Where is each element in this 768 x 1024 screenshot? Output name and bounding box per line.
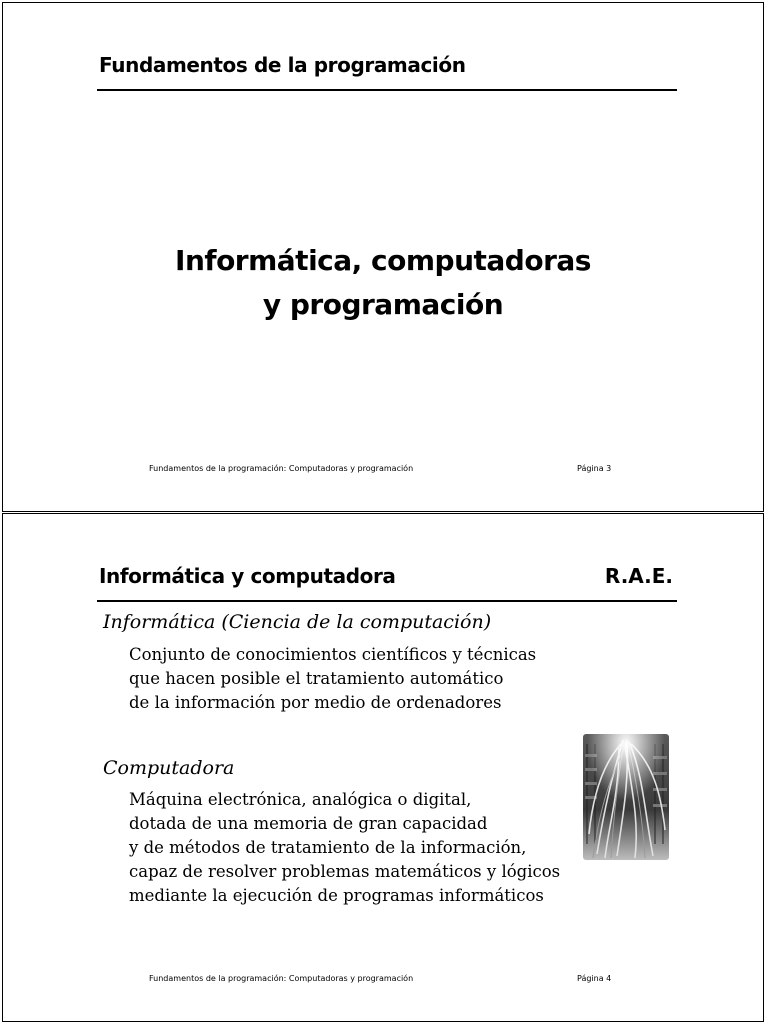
slide-title-line1: Informática, computadoras xyxy=(175,244,591,277)
header-title: Fundamentos de la programación xyxy=(99,53,466,77)
page-number: Página 3 xyxy=(577,464,612,473)
computer-cables-photo xyxy=(583,734,669,860)
slide-title-line2: y programación xyxy=(262,288,504,321)
definition-line: y de métodos de tratamiento de la información, xyxy=(129,838,527,857)
term-informatica: Informática (Ciencia de la computación) xyxy=(103,611,492,633)
definition-line: mediante la ejecución de programas informáticos xyxy=(129,886,544,905)
page-number: Página 4 xyxy=(577,974,612,983)
footer-text: Fundamentos de la programación: Computadoras y programación xyxy=(149,974,414,983)
definition-line: que hacen posible el tratamiento automático xyxy=(129,669,504,688)
definition-line: Máquina electrónica, analógica o digital, xyxy=(129,790,472,809)
slide-header xyxy=(97,51,677,91)
header-source: R.A.E. xyxy=(604,564,673,588)
definition-line: de la información por medio de ordenadores xyxy=(129,693,502,712)
footer-text: Fundamentos de la programación: Computadoras y programación xyxy=(149,464,414,473)
term-computadora: Computadora xyxy=(103,757,235,779)
definition-line: capaz de resolver problemas matemáticos y lógicos xyxy=(129,862,561,881)
header-title: Informática y computadora xyxy=(99,564,396,588)
definition-line: Conjunto de conocimientos científicos y técnicas xyxy=(129,645,537,664)
slide-page-4 xyxy=(2,513,764,1022)
slide-title xyxy=(3,239,763,327)
slide-header xyxy=(97,562,677,602)
slide-page-3 xyxy=(2,2,764,512)
definition-line: dotada de una memoria de gran capacidad xyxy=(129,814,488,833)
